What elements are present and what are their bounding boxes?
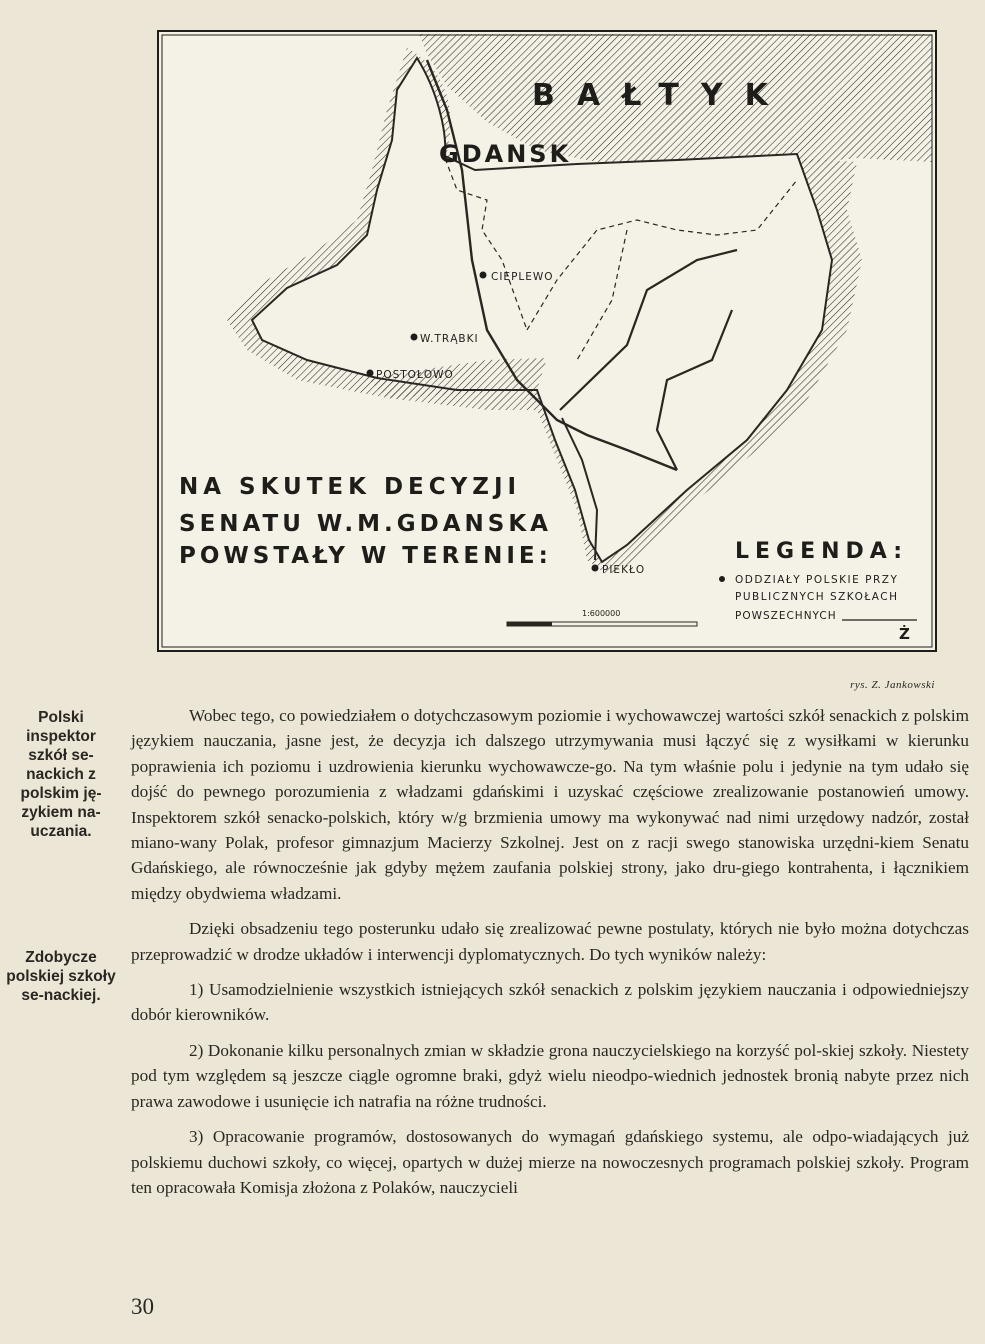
place-dot-postolowo — [367, 370, 374, 377]
legend-line-3: POWSZECHNYCH — [735, 610, 837, 622]
place-label-pieklo: PIEKŁO — [602, 564, 646, 576]
place-label-w-trabki: W.TRĄBKI — [420, 333, 479, 345]
scale-label: 1:600000 — [582, 609, 621, 618]
list-item: 2) Dokonanie kilku personalnych zmian w składzie grona nauczycielskiego na korzyść pol-skiej szkoły. Niestety pod tym względem są jeszcze ciągle ogromne braki, gdyż wielu nieodpo-wiednich jednostek bronią nabyte przez nich prawa zawodowe i usunięcie ich natrafia na różne trudności. — [131, 1040, 969, 1111]
place-dot-w-trabki — [411, 334, 418, 341]
legend-line-1: ODDZIAŁY POLSKIE PRZY — [735, 574, 899, 586]
map-heading-line-2: SENATU W.M.GDANSKA — [179, 511, 552, 537]
city-label: GDANSK — [439, 140, 572, 168]
main-text — [131, 703, 969, 1210]
map-heading-line-3: POWSTAŁY W TERENIE: — [179, 543, 552, 569]
list-item: 3) Opracowanie programów, dostosowanych do wymagań gdańskiego systemu, ale odpo-wiadających już polskiemu duchowi szkoły, co więcej, opartych w dużej mierze na nowoczesnych programach polskiej szkoły. Program ten opracowała Komisja złożona z Polaków, nauczycieli — [131, 1127, 969, 1197]
margin-note-inspector: Polski inspektor szkół se-nackich z polskim ję-zykiem na-uczania. — [20, 709, 102, 840]
artist-signature: Ż — [899, 625, 910, 643]
sea-label: BAŁTYK — [532, 78, 790, 113]
place-label-cieplewo: CIEPLEWO — [491, 271, 554, 283]
place-dot-cieplewo — [480, 272, 487, 279]
page-number: 30 — [131, 1294, 154, 1319]
legend-title: LEGENDA: — [735, 539, 909, 564]
legend-line-2: PUBLICZNYCH SZKOŁACH — [735, 591, 899, 603]
paragraph: Wobec tego, co powiedziałem o dotychczasowym poziomie i wychowawczej wartości szkół senackich z polskim językiem nauczania, jasne jest, że decyzja ich dalszego utrzymywania musi łączyć się z wysiłkami w kierunku poprawienia ich poziomu i uzdrowienia kierunku wychowawcze-go. Na tym właśnie polu i jedynie na tym udało się dojść do pewnego porozumienia z władzami gdańskimi i uzyskać częściowe zrealizowanie postanowień umowy. Inspektorem szkół senacko-polskich, który w/g brzmienia umowy ma wykonywać nad nimi urzędowy nadzór, został miano-wany Polak, profesor gimnazjum Macierzy Szkolnej. Jest on z racji swego stanowiska urzędni-kiem Senatu Gdańskiego, ale równocześnie jak gdyby mężem zaufania polskiej strony, jako dru-giego kontrahenta, i łącznikiem między obydwiema władzami. — [131, 706, 969, 903]
paragraph: Dzięki obsadzeniu tego posterunku udało się zrealizować pewne postulaty, których nie było można dotychczas przeprowadzić w drodze układów i interwencji dyplomatycznych. Do tych wyników należy: — [131, 919, 969, 964]
map-heading-line-1: NA SKUTEK DECYZJI — [179, 474, 522, 500]
place-label-postolowo: POSTOŁOWO — [376, 369, 454, 381]
map-illustration — [157, 30, 937, 652]
margin-note-achievements: Zdobycze polskiej szkoły se-nackiej. — [6, 949, 116, 1004]
place-dot-pieklo — [592, 565, 599, 572]
list-item: 1) Usamodzielnienie wszystkich istniejących szkół senackich z polskim językiem nauczania i odpowiedniejszy dobór kierowników. — [131, 980, 969, 1025]
legend-dot — [719, 576, 725, 582]
illustration-credit: rys. Z. Jankowski — [850, 679, 935, 691]
